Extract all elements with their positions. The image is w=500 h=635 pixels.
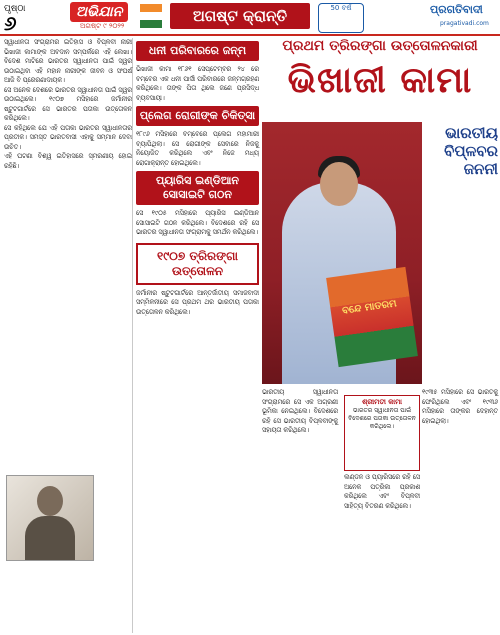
left-paragraph-2: ସେ ଅନେକ ଦେଶରେ ଭାରତର ସ୍ୱାଧୀନତା ପାଇଁ ସ୍ୱର ଉଠାଇଥିଲେ। ୧୯୦୭ ମସିହାରେ ଜର୍ମାନୀର ଷ୍ଟୁଟଗାର୍ଟରେ ସେ ଭାରତର ପତାକା ଉତ୍ତୋଳନ କରିଥିଲେ। <box>4 86 132 122</box>
page-header <box>0 0 500 36</box>
subheading-flag-1907: ୧୯୦୭ ତ୍ରିରଙ୍ଗା ଉତ୍ତୋଳନ <box>136 243 259 285</box>
brand-name: ପ୍ରଗତିବାଦୀ <box>430 3 483 16</box>
left-paragraph-3: ସେ କହିଥିଲେ ଯେ ଏହି ପତାକା ଭାରତର ସ୍ୱାଧୀନତାର ପ୍ରତୀକ। ସମସ୍ତ ଭାରତବାସୀ ଏହାକୁ ସମ୍ମାନ ଦେବା ଉଚିତ। <box>4 124 132 151</box>
flag-banner-icon <box>326 267 418 367</box>
mid-paragraph-4: ଜର୍ମାନୀର ଷ୍ଟୁଟଗାର୍ଟରେ ଆନ୍ତର୍ଜାତୀୟ ସମାଜବାଦୀ ସମ୍ମିଳନୀରେ ସେ ପ୍ରଥମ ଥର ଭାରତୀୟ ପତାକା ଉତ୍ତୋଳନ କରିଥିଲେ। <box>136 289 259 316</box>
caption-box <box>344 395 420 471</box>
left-paragraph-4: ଏହି ଘଟଣା ବିଶ୍ୱ ଇତିହାସରେ ସ୍ମରଣୀୟ ହୋଇ ରହିଛି। <box>4 153 132 170</box>
feature-paragraph-1: ଭାରତୀୟ ସ୍ୱାଧୀନତା ସଂଗ୍ରାମରେ ସେ ଏକ ଅଗ୍ରଣୀ ଭୂମିକା ନେଇଥିଲେ। ବିଦେଶରେ ରହି ସେ ଭାରତୀୟ ବିପ୍ଳବୀଙ୍କୁ ସହାୟତା କରିଥିଲେ। <box>262 389 338 434</box>
subheading-paris-society: ପ୍ୟାରିସ ଇଣ୍ଡିଆନ ସୋସାଇଟି ଗଠନ <box>136 171 259 205</box>
paper-logo: ଅଭିଯାନ <box>70 2 128 22</box>
feature-column-3 <box>422 388 498 426</box>
feature-column-2 <box>344 473 420 511</box>
brand-url[interactable]: pragativadi.com <box>440 20 489 27</box>
middle-column <box>136 38 259 633</box>
tagline: ଭାରତୀୟ ବିପ୍ଳବର ଜନନୀ <box>444 124 498 178</box>
paper-date: ଅଗଷ୍ଟ ୯ ୨୦୨୨ <box>80 22 125 30</box>
feature-column-1 <box>262 388 338 436</box>
anniversary-badge: 50 ବର୍ଷ <box>318 3 364 33</box>
mid-paragraph-3: ସେ ୧୯୦୫ ମସିହାରେ ପ୍ୟାରିସ ଇଣ୍ଡିଆନ ସୋସାଇଟି ଗଠନ କରିଥିଲେ। ବିଦେଶରେ ରହି ସେ ଭାରତର ସ୍ୱାଧୀନତା ସଂଗ୍ରାମକୁ ସମର୍ଥନ କରିଥିଲେ। <box>136 210 259 236</box>
caption-text: ଭାରତର ସ୍ୱାଧୀନତା ପାଇଁ ବିଦେଶରେ ପତାକା ଉତ୍ତୋଳନ କରିଥିଲେ। <box>348 407 416 430</box>
mid-paragraph-1: ଭିଖାଜୀ କାମା ୧୮୬୧ ସେପ୍ଟେମ୍ବର ୨୪ ରେ ବମ୍ବେର ଏକ ଧନୀ ପାର୍ସୀ ପରିବାରରେ ଜନ୍ମଗ୍ରହଣ କରିଥିଲେ। ତାଙ୍କ ପିତା ଥିଲେ ଜଣେ ପ୍ରସିଦ୍ଧ ବ୍ୟବସାୟୀ। <box>136 66 259 102</box>
feature-paragraph-3: ୧୯୩୫ ମସିହାରେ ସେ ଭାରତକୁ ଫେରିଥିଲେ ଏବଂ ୧୯୩୬ ମସିହାରେ ତାଙ୍କର ଦେହାନ୍ତ ହୋଇଥିଲା। <box>422 389 498 425</box>
headline-kicker: ପ୍ରଥମ ତ୍ରିରଙ୍ଗା ଉତ୍ତୋଳନକାରୀ <box>282 38 478 54</box>
caption-title: ଶ୍ରୀମତୀ କାମା <box>362 398 402 406</box>
painting-image <box>262 122 422 384</box>
subheading-birth: ଧନୀ ପରିବାରରେ ଜନ୍ମ <box>136 41 259 61</box>
left-column <box>4 38 133 633</box>
page-number-block <box>4 4 26 35</box>
banner-text: ବନ୍ଦେ ମାତରମ <box>341 298 398 317</box>
feature-paragraph-2: ଲଣ୍ଡନ ଓ ପ୍ୟାରିସରେ ରହି ସେ ଅନେକ ପତ୍ରିକା ପ୍ରକାଶ କରିଥିଲେ ଏବଂ ବିପ୍ଳବୀ ସାହିତ୍ୟ ବିତରଣ କରିଥିଲେ। <box>344 474 420 510</box>
mid-paragraph-2: ୧୮୯୬ ମସିହାରେ ବମ୍ବେରେ ପ୍ଲେଗ ମହାମାରୀ ବ୍ୟାପିଥିଲା। ସେ ରୋଗୀଙ୍କ ସେବାରେ ନିଜକୁ ନିୟୋଜିତ କରିଥିଲେ ଏବଂ ନିଜେ ମଧ୍ୟ ରୋଗାକ୍ରାନ୍ତ ହୋଇଥିଲେ। <box>136 131 259 167</box>
feature-area <box>262 38 498 633</box>
page-number: ୬ <box>4 11 17 35</box>
headline-main: ଭିଖାଜୀ କାମା <box>287 60 473 101</box>
page-label: ପୃଷ୍ଠା <box>4 4 26 14</box>
feature-body <box>262 388 498 633</box>
section-title: ଅଗଷ୍ଟ କ୍ରାନ୍ତି <box>170 3 310 29</box>
portrait-photo <box>6 475 94 561</box>
subheading-plague: ପ୍ଲେଗ ରୋଗୀଙ୍କ ଚିକିତ୍ସା <box>136 106 259 126</box>
flag-icon <box>140 4 162 28</box>
left-paragraph-1: ସ୍ୱାଧୀନତା ସଂଗ୍ରାମର ଇତିହାସ ଓ ବିପ୍ଳବୀ ନାରୀ ଭିଖାଜୀ କାମାଙ୍କ ଅବଦାନ ସମ୍ପର୍କରେ ଏହି ଲେଖା। ବିଦେଶ ମାଟିରେ ଭାରତର ସ୍ୱାଧୀନତା ପାଇଁ ସ୍ୱର ଉଠାଇଥିବା ଏହି ମହାନ ନାରୀଙ୍କ ଜୀବନ ଓ ସଂଘର୍ଷ ଆଜି ବି ପ୍ରେରଣାଦାୟକ। <box>4 39 132 84</box>
